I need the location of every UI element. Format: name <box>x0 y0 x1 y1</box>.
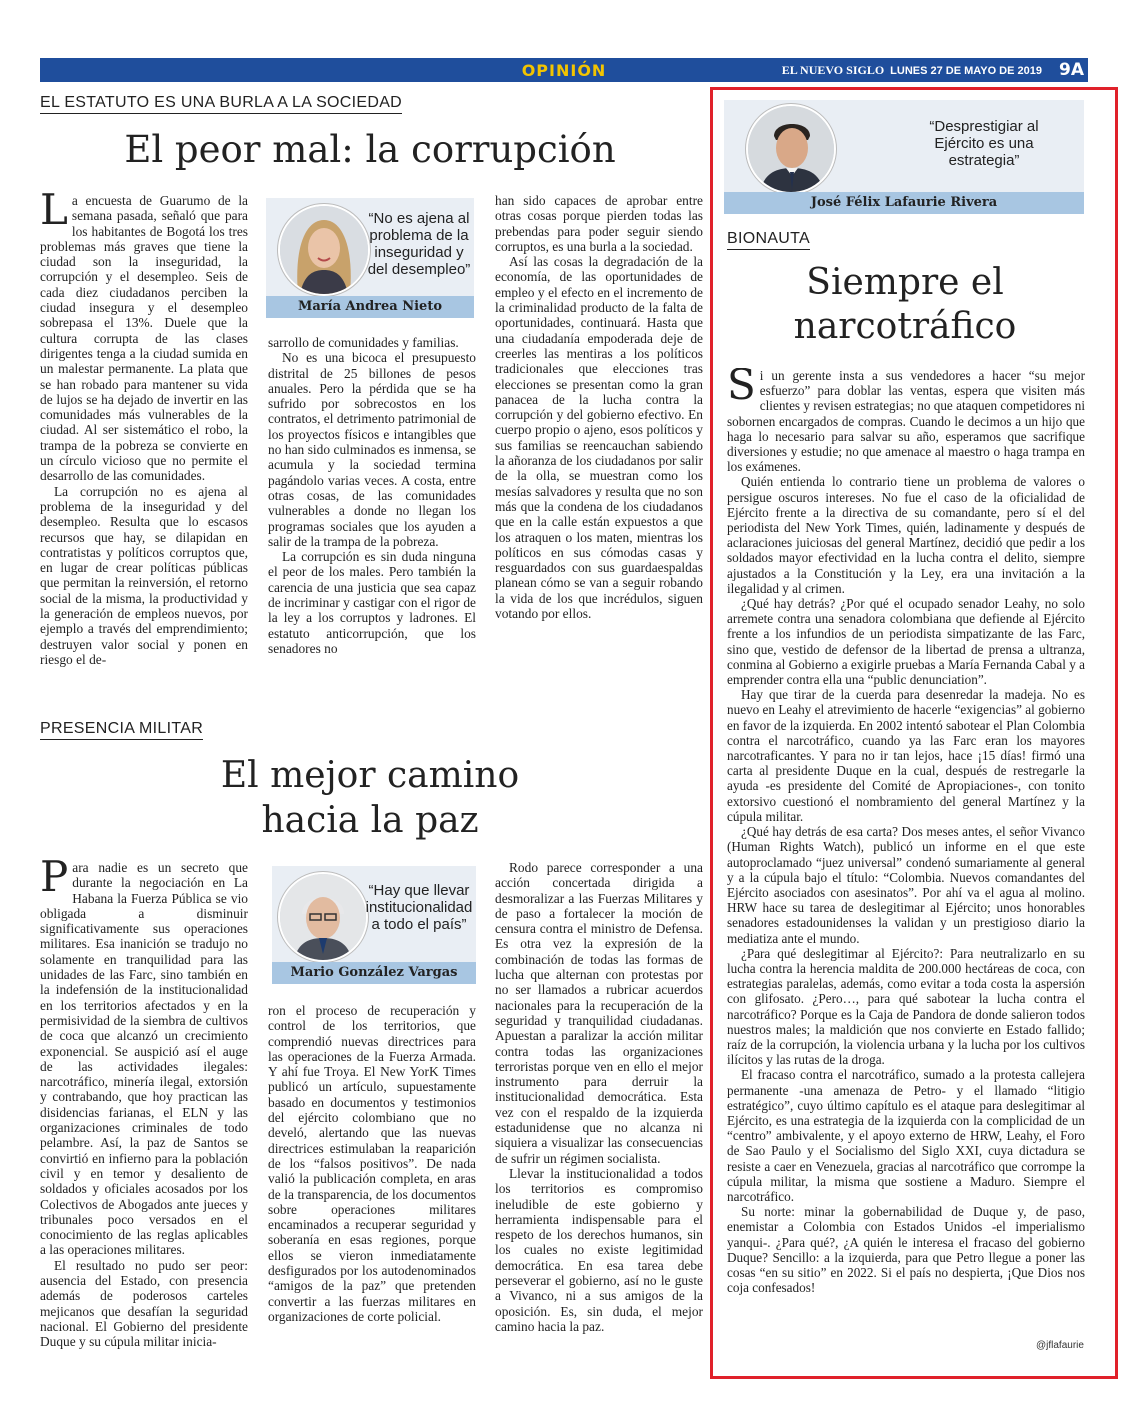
article1-column-1 <box>40 193 248 685</box>
paragraph: No es una bicoca el presupuesto distrital de 25 billones de pesos anuales. Pero la pérdida que se ha sufrido por sobrecostos en los contratos, el detrimento patrimonial de los proyectos físicos e intangibles que no han sido culminados es inmensa, se acumula y la sociedad termina pagándolo varias veces. A costa, entre otras cosas, de las comunidades vulnerables a donde no llegan los programas sociales que los ayuden a salir de la trampa de la pobreza. <box>268 350 476 549</box>
article3-title-line-2: narcotráfico <box>793 306 1017 347</box>
page-number: 9A <box>1059 60 1084 80</box>
article3-body <box>727 368 1085 1336</box>
pull-quote: “No es ajena al problema de la inseguridad y del desempleo” <box>367 210 471 278</box>
paragraph: Así las cosas la degradación de la economía, de las oportunidades de empleo y el efecto en el incremento de la criminalidad producto de la falta de oportunidades, continuará. Hasta que una ciudadanía empoderada deje de creerles las mentiras a los políticos tradicionales que elecciones tras elecciones se presentan como la gran panacea de la lucha contra la corrupción y del gobierno efectivo. En cuerpo propio o ajeno, esos políticos y sus familias se reencauchan sabiendo la añoranza de los ciudadanos por salir de la olla, se muestran como los mesías salvadores y resulta que no son más que la condena de los ciudadanos que en la calle están expuestos a que los atraquen o los maten, mientras los políticos en sus cómodas casas y resguardados con sus guardaespaldas planean cómo se van a seguir robando la vida de los que incrédulos, siguen votando por ellos. <box>495 254 703 622</box>
article1-title: El peor mal: la corrupción <box>124 128 616 171</box>
portrait-icon <box>748 106 834 192</box>
paragraph: han sido capaces de aprobar entre otras cosas porque pierden todas las prebendas para poder seguir siendo corruptos, es una burla a la sociedad. <box>495 193 703 254</box>
author-twitter-handle[interactable]: @jflafaurie <box>1036 1340 1084 1351</box>
article2-kicker: PRESENCIA MILITAR <box>40 720 203 740</box>
dropcap: L <box>40 193 68 234</box>
article3-kicker: BIONAUTA <box>727 230 810 250</box>
author-portrait <box>746 104 836 194</box>
portrait-icon <box>280 874 366 960</box>
article2-title-line-1: El mejor camino <box>220 755 520 796</box>
article2-title-line-2: hacia la paz <box>261 800 479 841</box>
paragraph: Rodo parece corresponder a una acción concertada dirigida a desmoralizar a las Fuerzas Militares y de paso a fortalecer la moción de censura contra el ministro de Defensa. Es otra vez la expresión de la combinación de todas las formas de lucha que alternan con protestas por no ser llamados a rubricar acuerdos nacionales para la recuperación de la seguridad y tranquilidad ciudadanas. Apuestan a paralizar la acción militar contra todas las organizaciones terroristas porque ven en ello el mejor instrumento para derruir la institucionalidad democrática. Esta vez con el respaldo de la izquierda estadunidense que no alcanza ni siquiera a visualizar las consecuencias de sufrir un régimen socialista. <box>495 860 703 1166</box>
paragraph: La corrupción es sin duda ninguna el peor de los males. Pero también la carencia de una justicia que sea capaz de incriminar y castigar con el rigor de la ley a los corruptos y ladrones. El estatuto anticorrupción, que los senadores no <box>268 549 476 656</box>
article1-kicker: EL ESTATUTO ES UNA BURLA A LA SOCIEDAD <box>40 94 402 114</box>
paragraph: ¿Qué hay detrás de esa carta? Dos meses antes, el señor Vivanco (Human Rights Watch), publicó un informe en el que este autoproclamado “juez universal” condenó sumariamente al general y a la cúpula bajo el título: “Colombia. Nuevos comandantes del Ejército asociados con asesinatos”. Por ahí va el agua al molino. HRW hace su tarea de deslegitimar al Ejército; unos honorables senadores estadounidenses la validan y un prestigioso diario la mediatiza ante el mundo. <box>727 824 1085 946</box>
paragraph: sarrollo de comunidades y familias. <box>268 335 459 350</box>
page-header-bar <box>40 58 1088 82</box>
dropcap: P <box>40 860 69 901</box>
paragraph: ¿Qué hay detrás? ¿Por qué el ocupado senador Leahy, no solo arremete contra una senadora colombiana que defiende al Ejército frente a los infundios de un periodista simpatizante de las Farc, sino que, vestido de defensor de la libertad de prensa a ultranza, conmina al Gobierno a exigirle pruebas a María Fernanda Cabal y a emprender contra ella una “public denunciation”. <box>727 596 1085 688</box>
section-label: OPINIÓN <box>521 61 607 80</box>
paragraph: Llevar la institucionalidad a todos los territorios es compromiso ineludible de este gobierno y herramienta indispensable para el respeto de los derechos humanos, sin los cuales no existe legitimidad democrática. En esa tarea debe perseverar el gobierno, así no le guste a Vivanco, ni a sus amigos de la oposición. Es, sin duda, el mejor camino hacia la paz. <box>495 1165 703 1334</box>
article2-quote-box <box>272 866 476 984</box>
pull-quote: “Hay que llevar institucionalidad a todo el país” <box>365 882 473 933</box>
article1-column-2 <box>268 335 476 685</box>
author-portrait <box>278 872 368 962</box>
article3-title-line-1: Siempre el <box>806 262 1004 303</box>
masthead-date <box>782 63 1042 78</box>
portrait-icon <box>280 206 368 294</box>
author-name: José Félix Lafaurie Rivera <box>724 192 1084 214</box>
article3-quote-box <box>724 100 1084 214</box>
paragraph: La corrupción no es ajena al problema de la inseguridad y del desempleo. Resulta que lo escasos recursos que hay, se dilapidan en contratistas y políticos corruptos que, en lugar de crear políticas públicas que permitan la reinversión, el retorno social de la misma, la productividad y la generación de empleos nuevos, por ejemplo a través del emprendimiento; destruyen valor social y ponen en riesgo el de- <box>40 483 248 667</box>
pull-quote: “Desprestigiar al Ejército es una estrategia” <box>929 118 1039 169</box>
author-portrait <box>278 204 370 296</box>
paragraph: a encuesta de Guarumo de la semana pasada, señaló que para los habitantes de Bogotá los tres problemas más graves que tiene la ciudad son la inseguridad, la corrupción y el desempleo. Seis de cada diez ciudadanos perciben la ciudad insegura y el desempleo sobrepasa el 13%. Duele que la cultura corrupta de las clases dirigentes tenga a la ciudad sumida en un malestar permanente. La plata que se han robado para mantener su vida de lujos se ha dejado de invertir en las comunidades más vulnerables de la ciudad. Al ser sistemático el robo, la trampa de la pobreza se convierte en un círculo vicioso que no permite el desarrollo de las comunidades. <box>40 193 248 484</box>
article2-column-1 <box>40 860 248 1356</box>
article2-column-2 <box>268 1003 476 1356</box>
article1-quote-box <box>266 198 474 318</box>
paragraph: El resultado no pudo ser peor: ausencia del Estado, con presencia además de poderosos carteles mejicanos que desafían la seguridad nacional. El Gobierno del presidente Duque y su cúpula militar inicia- <box>40 1257 248 1350</box>
paragraph: Quién entienda lo contrario tiene un problema de valores o persigue oscuros intereses. No fue el caso de la oficialidad de Ejército frente a la directiva de su comandante, pero sí el del periodista del New York Times, quién, ladinamente y después de aclaraciones juiciosas del general Martínez, decidió que pedir a los soldados mayor efectividad en la lucha contra el delito, siempre ajustados a la Constitución y la Ley, era una invitación a la ilegalidad y al crimen. <box>727 474 1085 596</box>
article1-column-3 <box>495 193 703 685</box>
paragraph: Su norte: minar la gobernabilidad de Duque y, de paso, enemistar a Colombia con Estados Unidos -el imperialismo yanqui-. ¿Para qué?, ¿A quién le interesa el fracaso del gobierno Duque? Sencillo: a la izquierda, para que Petro llegue a poner las cosas “en su sitio” en 2022. Si el país no despierta, ¡Que Dios nos coja confesados! <box>727 1204 1085 1296</box>
dropcap: S <box>727 368 756 409</box>
paragraph: i un gerente insta a sus vendedores a hacer “su mejor esfuerzo” para doblar las ventas, espera que visiten más clientes y revisen estrategias; no que ataquen competidores ni sobornen encargados de compras. Cuando le decimos a un hijo que haga lo necesario para salvar su año, esperamos que sacrifique diversiones y estudie; no que amenace al maestro o haga trampa en los exámenes. <box>727 368 1085 475</box>
masthead: EL NUEVO SIGLO <box>781 63 885 77</box>
paragraph: Hay que tirar de la cuerda para desenredar la madeja. No es nuevo en Leahy el atrevimiento de hacerle “exigencias” al gobierno en favor de la izquierda. En 2002 intentó sabotear el Plan Colombia contra el narcotráfico, cuando ya las Farc eran los mayores narcotraficantes. Y para no ir tan lejos, hace ¡15 días! firmó una carta al presidente Duque en la cual, después de restregarle la ayuda -es presidente del Comité de Apropiaciones-, con tonito extorsivo cuestionó el nombramiento del general Martínez y la cúpula militar. <box>727 687 1085 824</box>
author-name: María Andrea Nieto <box>266 296 474 318</box>
author-name: Mario González Vargas <box>272 962 476 984</box>
paragraph: El fracaso contra el narcotráfico, sumado a la protesta callejera permanente -una amenaza de Petro- y el llamado “litigio estratégico”, cuyo último capítulo es el ataque para deslegitimar al Ejército, es una estrategia de la izquierda con la complicidad de un “centro” ambivalente, y el apoyo externo de HRW, Leahy, el Foro de Sao Paulo y el Socialismo del Siglo XXI, cuya dictadura se resiste a caer en Venezuela, gracias al narcotráfico que corrompe la cúpula militar, la misma que sostiene a Maduro. Siempre el narcotráfico. <box>727 1067 1085 1204</box>
paragraph: ron el proceso de recuperación y control de los territorios, que comprendió nuevas directrices para las operaciones de la Fuerza Armada. Y ahí fue Troya. El New YorK Times publicó un artículo, supuestamente basado en documentos y testimonios del ejército colombiano que no develó, alertando que las nuevas directrices estimulaban la reaparición de los “falsos positivos”. De nada valió la publicación completa, en aras de la transparencia, de los documentos sobre operaciones militares encaminados a recuperar seguridad y soberanía en esas regiones, porque ellos se vieron inmediatamente desfigurados por los autodenominados “amigos de la paz” que pretenden convertir a las fuerzas militares en organizaciones de corte policial. <box>268 1003 476 1324</box>
issue-date: LUNES 27 DE MAYO DE 2019 <box>890 65 1042 77</box>
paragraph: ara nadie es un secreto que durante la negociación en La Habana la Fuerza Pública se vio obligada a disminuir significativamente sus operaciones militares. Esa inanición se tradujo no solamente en tranquilidad para las unidades de las Farc, sino también en la indefensión de la institucionalidad en los territorios afectados y en la permisividad de la siembra de cultivos de coca que alcanzó un crecimiento exponencial. Se auspició así el auge de las actividades ilegales: narcotráfico, minería ilegal, extorsión y contrabando, que hoy practican las disidencias farianas, el ELN y las organizaciones criminales de todo pelambre. Así, la paz de Santos se convirtió en infierno para la población civil y en temor y desaliento de soldados y oficiales acosados por los Colectivos de Abogados ante jueces y tribunales poco versados en el conocimiento de las reglas aplicables a las operaciones militares. <box>40 860 248 1258</box>
article2-column-3 <box>495 860 703 1356</box>
paragraph: ¿Para qué deslegitimar al Ejército?: Para neutralizarlo en su lucha contra la herencia maldita de 200.000 hectáreas de coca, con estrategias paralelas, además, como evitar a toda costa la aspersión con glifosato. ¿Pero…, para qué sabotear la lucha contra el narcotráfico? Porque es la Caja de Pandora de donde salieron todos nuestros males; la maldición que nos convierte en Estado fallido; raíz de la corrupción, la violencia urbana y la lucha por los cultivos ilícitos y las rutas de la droga. <box>727 945 1085 1068</box>
